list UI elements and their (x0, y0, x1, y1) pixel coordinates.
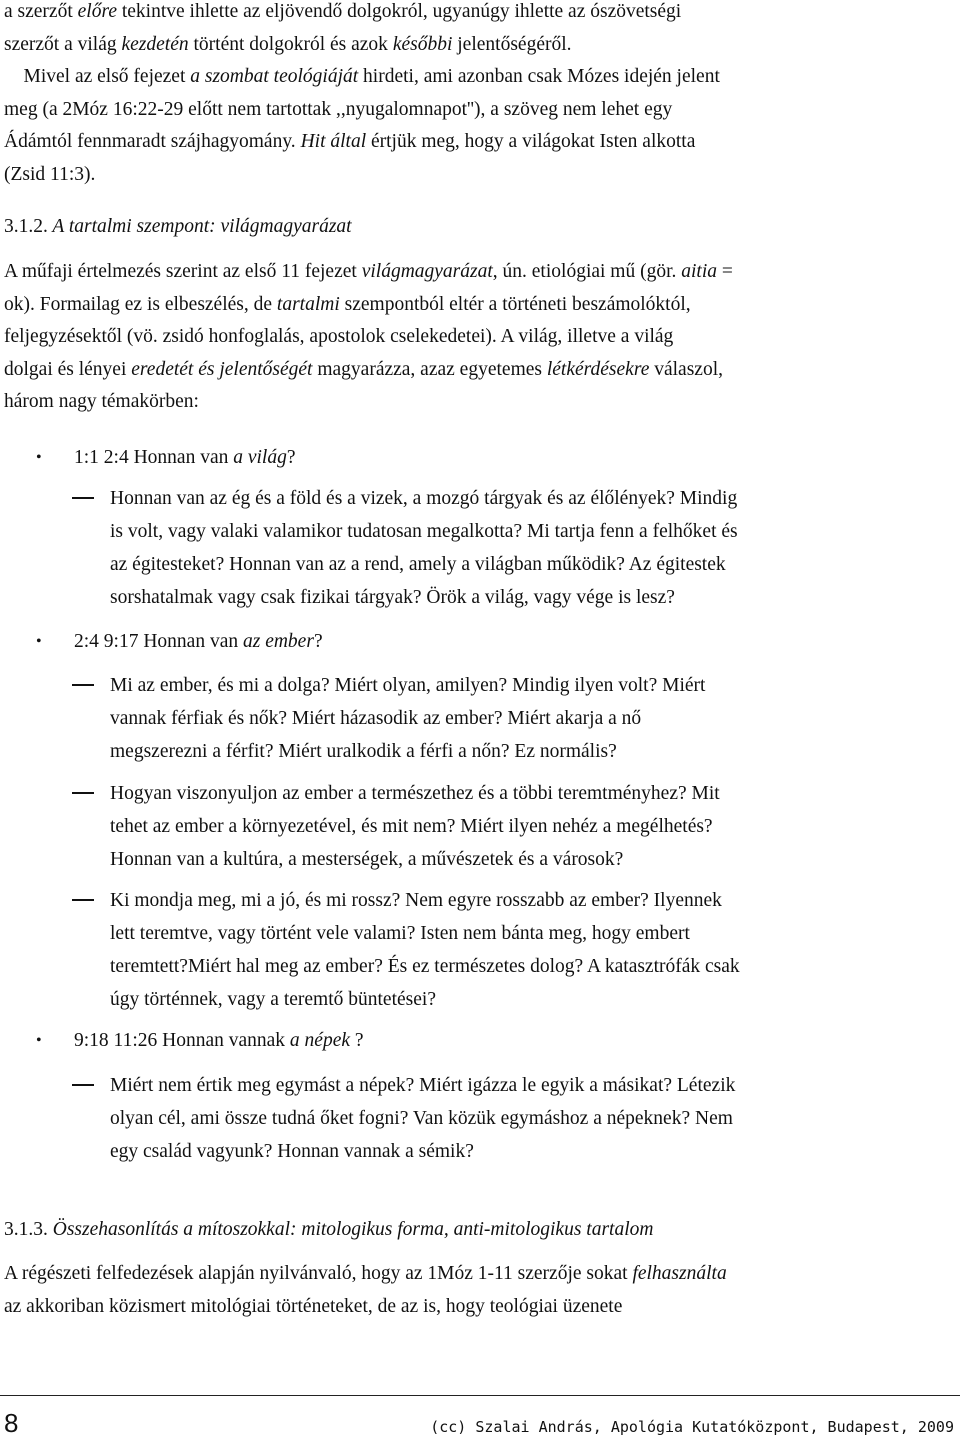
sub-line: tehet az ember a környezetével, és mit nem? Miért ilyen nehéz a megélhetés? (110, 816, 713, 837)
dash-marker (72, 899, 94, 901)
section-313-paragraph (4, 1258, 954, 1323)
p313-line-1: A régészeti felfedezések alapján nyilvánvaló, hogy az 1Móz 1-11 szerzője sokat felhasználta (4, 1263, 727, 1284)
sub-line: úgy történnek, vagy a teremtő büntetései? (110, 989, 436, 1010)
sub-item-morality-questions (110, 884, 958, 1016)
p312-line-5: három nagy témakörben: (4, 391, 199, 412)
bullet-item-world: 1:1 2:4 Honnan van a világ? (74, 447, 296, 468)
bullet-marker: • (36, 1032, 42, 1049)
section-heading-313 (4, 1215, 954, 1245)
dash-marker (72, 1084, 94, 1086)
dash-marker (72, 792, 94, 794)
section-heading-312 (4, 212, 954, 242)
sub-item-world-questions (110, 482, 958, 614)
sub-line: egy család vagyunk? Honnan vannak a sémik? (110, 1141, 474, 1162)
sub-line: Hogyan viszonyuljon az ember a természethez és a többi teremtményhez? Mit (110, 783, 720, 804)
bullet-marker: • (36, 633, 42, 650)
section-number: 3.1.2. (4, 216, 48, 237)
bullet-item-human: 2:4 9:17 Honnan van az ember? (74, 631, 323, 652)
sub-line: Honnan van a kultúra, a mesterségek, a művészetek és a városok? (110, 849, 624, 870)
sub-line: Miért nem értik meg egymást a népek? Miért igázza le egyik a másikat? Létezik (110, 1075, 736, 1096)
p312-line-1: A műfaji értelmezés szerint az első 11 fejezet világmagyarázat, ún. etiológiai mű (gör. aitia = (4, 261, 733, 282)
section-title: A tartalmi szempont: világmagyarázat (47, 216, 352, 237)
sub-line: is volt, vagy valaki valamikor tudatosan megalkotta? Mi tartja fenn a felhőket és (110, 521, 738, 542)
intro-line-1: a szerzőt előre tekintve ihlette az eljövendő dolgokról, ugyanúgy ihlette az ószövetségi (4, 1, 682, 22)
bullet-item-peoples: 9:18 11:26 Honnan vannak a népek ? (74, 1030, 364, 1051)
sub-item-nature-questions (110, 777, 958, 876)
sub-line: megszerezni a férfit? Miért uralkodik a férfi a nőn? Ez normális? (110, 741, 617, 762)
sub-item-peoples-questions (110, 1069, 958, 1168)
bullet-marker: • (36, 449, 42, 466)
intro-paragraph (4, 0, 954, 191)
dash-marker (72, 497, 94, 499)
p312-line-4: dolgai és lényei eredetét és jelentőségét magyarázza, azaz egyetemes létkérdésekre válaszol, (4, 358, 723, 380)
page-number: 8 (4, 1408, 19, 1438)
footer-credit: (cc) Szalai András, Apológia Kutatóközpont, Budapest, 2009 (430, 1418, 954, 1436)
sub-item-human-questions (110, 669, 958, 768)
sub-line: Ki mondja meg, mi a jó, és mi rossz? Nem egyre rosszabb az ember? Ilyennek (110, 890, 722, 911)
intro-line-2: szerzőt a világ kezdetén történt dolgokról és azok későbbi jelentőségéről. (4, 33, 572, 55)
intro-line-4: meg (a 2Móz 16:22-29 előtt nem tartottak ,,nyugalomnapot''), a szöveg nem lehet egy (4, 98, 673, 120)
sub-line: Mi az ember, és mi a dolga? Miért olyan, amilyen? Mindig ilyen volt? Miért (110, 675, 706, 696)
sub-line: lett teremtve, vagy történt vele valami? Isten nem bánta meg, hogy embert (110, 923, 690, 944)
intro-line-6: (Zsid 11:3). (4, 163, 96, 185)
sub-line: az égitesteket? Honnan van az a rend, amely a világban működik? Az égitestek (110, 554, 726, 575)
p313-line-2: az akkoriban közismert mitológiai történeteket, de az is, hogy teológiai üzenete (4, 1295, 623, 1317)
sub-line: vannak férfiak és nők? Miért házasodik az ember? Miért akarja a nő (110, 708, 642, 729)
section-312-paragraph (4, 256, 954, 419)
sub-line: teremtett?Miért hal meg az ember? És ez természetes dolog? A katasztrófák csak (110, 956, 740, 977)
sub-line: olyan cél, ami össze tudná őket fogni? Van közük egymáshoz a népeknek? Nem (110, 1108, 733, 1129)
p312-line-2: ok). Formailag ez is elbeszélés, de tartalmi szempontból eltér a történeti beszámolóktól, (4, 293, 691, 315)
intro-line-5: Ádámtól fennmaradt szájhagyomány. Hit által értjük meg, hogy a világokat Isten alkotta (4, 131, 696, 152)
p312-line-3: feljegyzésektől (vö. zsidó honfoglalás, apostolok cselekedetei). A világ, illetve a világ (4, 326, 674, 347)
sub-line: Honnan van az ég és a föld és a vizek, a mozgó tárgyak és az élőlények? Mindig (110, 488, 738, 509)
section-number: 3.1.3. (4, 1219, 48, 1240)
sub-line: sorshatalmak vagy csak fizikai tárgyak? Örök a világ, vagy vége is lesz? (110, 587, 675, 608)
section-title: Összehasonlítás a mítoszokkal: mitologikus forma, anti-mitologikus tartalom (47, 1219, 654, 1240)
footer-rule (0, 1395, 960, 1396)
intro-line-3: Mivel az első fejezet a szombat teológiáját hirdeti, ami azonban csak Mózes idején jelent (4, 66, 720, 87)
dash-marker (72, 684, 94, 686)
